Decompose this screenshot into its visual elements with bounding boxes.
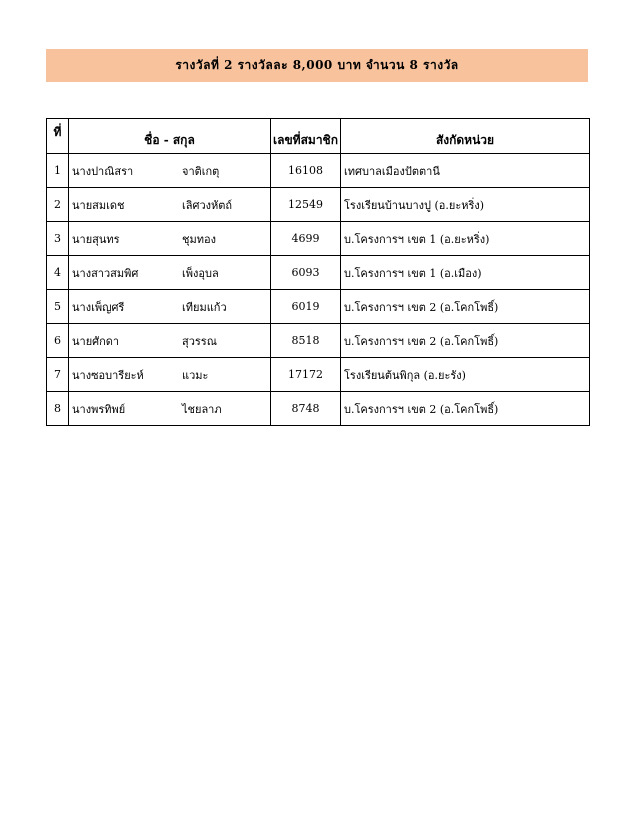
last-name: สุวรรณ bbox=[182, 334, 217, 348]
winners-table bbox=[46, 118, 590, 426]
first-name: นางปาณิสรา bbox=[72, 164, 134, 178]
header-member-number: เลขที่สมาชิก bbox=[271, 119, 341, 154]
affiliation: บ.โครงการฯ เขต 2 (อ.โคกโพธิ์) bbox=[341, 324, 590, 358]
prize-title-text: รางวัลที่ 2 รางวัลละ 8,000 บาท จำนวน 8 รางวัล bbox=[175, 58, 459, 72]
member-number: 8748 bbox=[271, 392, 341, 426]
member-name bbox=[69, 392, 271, 426]
member-name bbox=[69, 358, 271, 392]
member-name bbox=[69, 290, 271, 324]
last-name: จาติเกตุ bbox=[182, 164, 220, 178]
member-number: 6019 bbox=[271, 290, 341, 324]
header-no: ที่ bbox=[47, 119, 69, 154]
table-row bbox=[47, 358, 590, 392]
member-number: 12549 bbox=[271, 188, 341, 222]
row-number: 7 bbox=[47, 358, 69, 392]
affiliation: บ.โครงการฯ เขต 1 (อ.เมือง) bbox=[341, 256, 590, 290]
header-affiliation: สังกัดหน่วย bbox=[341, 119, 590, 154]
row-number: 5 bbox=[47, 290, 69, 324]
row-number: 1 bbox=[47, 154, 69, 188]
member-name bbox=[69, 256, 271, 290]
row-number: 8 bbox=[47, 392, 69, 426]
table-row bbox=[47, 392, 590, 426]
last-name: เพ็งอุบล bbox=[182, 266, 219, 280]
member-name bbox=[69, 222, 271, 256]
member-number: 17172 bbox=[271, 358, 341, 392]
member-number: 8518 bbox=[271, 324, 341, 358]
last-name: ชุมทอง bbox=[182, 232, 216, 246]
first-name: นางสาวสมพิศ bbox=[72, 266, 139, 280]
member-number: 6093 bbox=[271, 256, 341, 290]
first-name: นางซอบารียะห์ bbox=[72, 368, 144, 382]
table-row bbox=[47, 324, 590, 358]
table-row bbox=[47, 256, 590, 290]
affiliation: เทศบาลเมืองปัตตานี bbox=[341, 154, 590, 188]
table-row bbox=[47, 154, 590, 188]
member-name bbox=[69, 154, 271, 188]
first-name: นายสุนทร bbox=[72, 232, 120, 246]
last-name: เลิศวงหัตถ์ bbox=[182, 198, 233, 212]
last-name: ไชยลาภ bbox=[182, 402, 222, 416]
row-number: 2 bbox=[47, 188, 69, 222]
last-name: แวมะ bbox=[182, 368, 209, 382]
first-name: นายสมเดช bbox=[72, 198, 125, 212]
header-name: ชื่อ - สกุล bbox=[69, 119, 271, 154]
first-name: นางพรทิพย์ bbox=[72, 402, 126, 416]
affiliation: บ.โครงการฯ เขต 1 (อ.ยะหริ่ง) bbox=[341, 222, 590, 256]
table-row bbox=[47, 222, 590, 256]
member-name bbox=[69, 188, 271, 222]
affiliation: โรงเรียนบ้านบางปู (อ.ยะหริ่ง) bbox=[341, 188, 590, 222]
member-number: 4699 bbox=[271, 222, 341, 256]
affiliation: บ.โครงการฯ เขต 2 (อ.โคกโพธิ์) bbox=[341, 392, 590, 426]
affiliation: โรงเรียนต้นพิกุล (อ.ยะรัง) bbox=[341, 358, 590, 392]
member-name bbox=[69, 324, 271, 358]
table-header-row bbox=[47, 119, 590, 154]
affiliation: บ.โครงการฯ เขต 2 (อ.โคกโพธิ์) bbox=[341, 290, 590, 324]
row-number: 6 bbox=[47, 324, 69, 358]
prize-title-banner bbox=[46, 49, 588, 82]
first-name: นางเพ็ญศรี bbox=[72, 300, 125, 314]
table-row bbox=[47, 290, 590, 324]
last-name: เทียมแก้ว bbox=[182, 300, 227, 314]
first-name: นายศักดา bbox=[72, 334, 120, 348]
table-row bbox=[47, 188, 590, 222]
member-number: 16108 bbox=[271, 154, 341, 188]
row-number: 4 bbox=[47, 256, 69, 290]
row-number: 3 bbox=[47, 222, 69, 256]
